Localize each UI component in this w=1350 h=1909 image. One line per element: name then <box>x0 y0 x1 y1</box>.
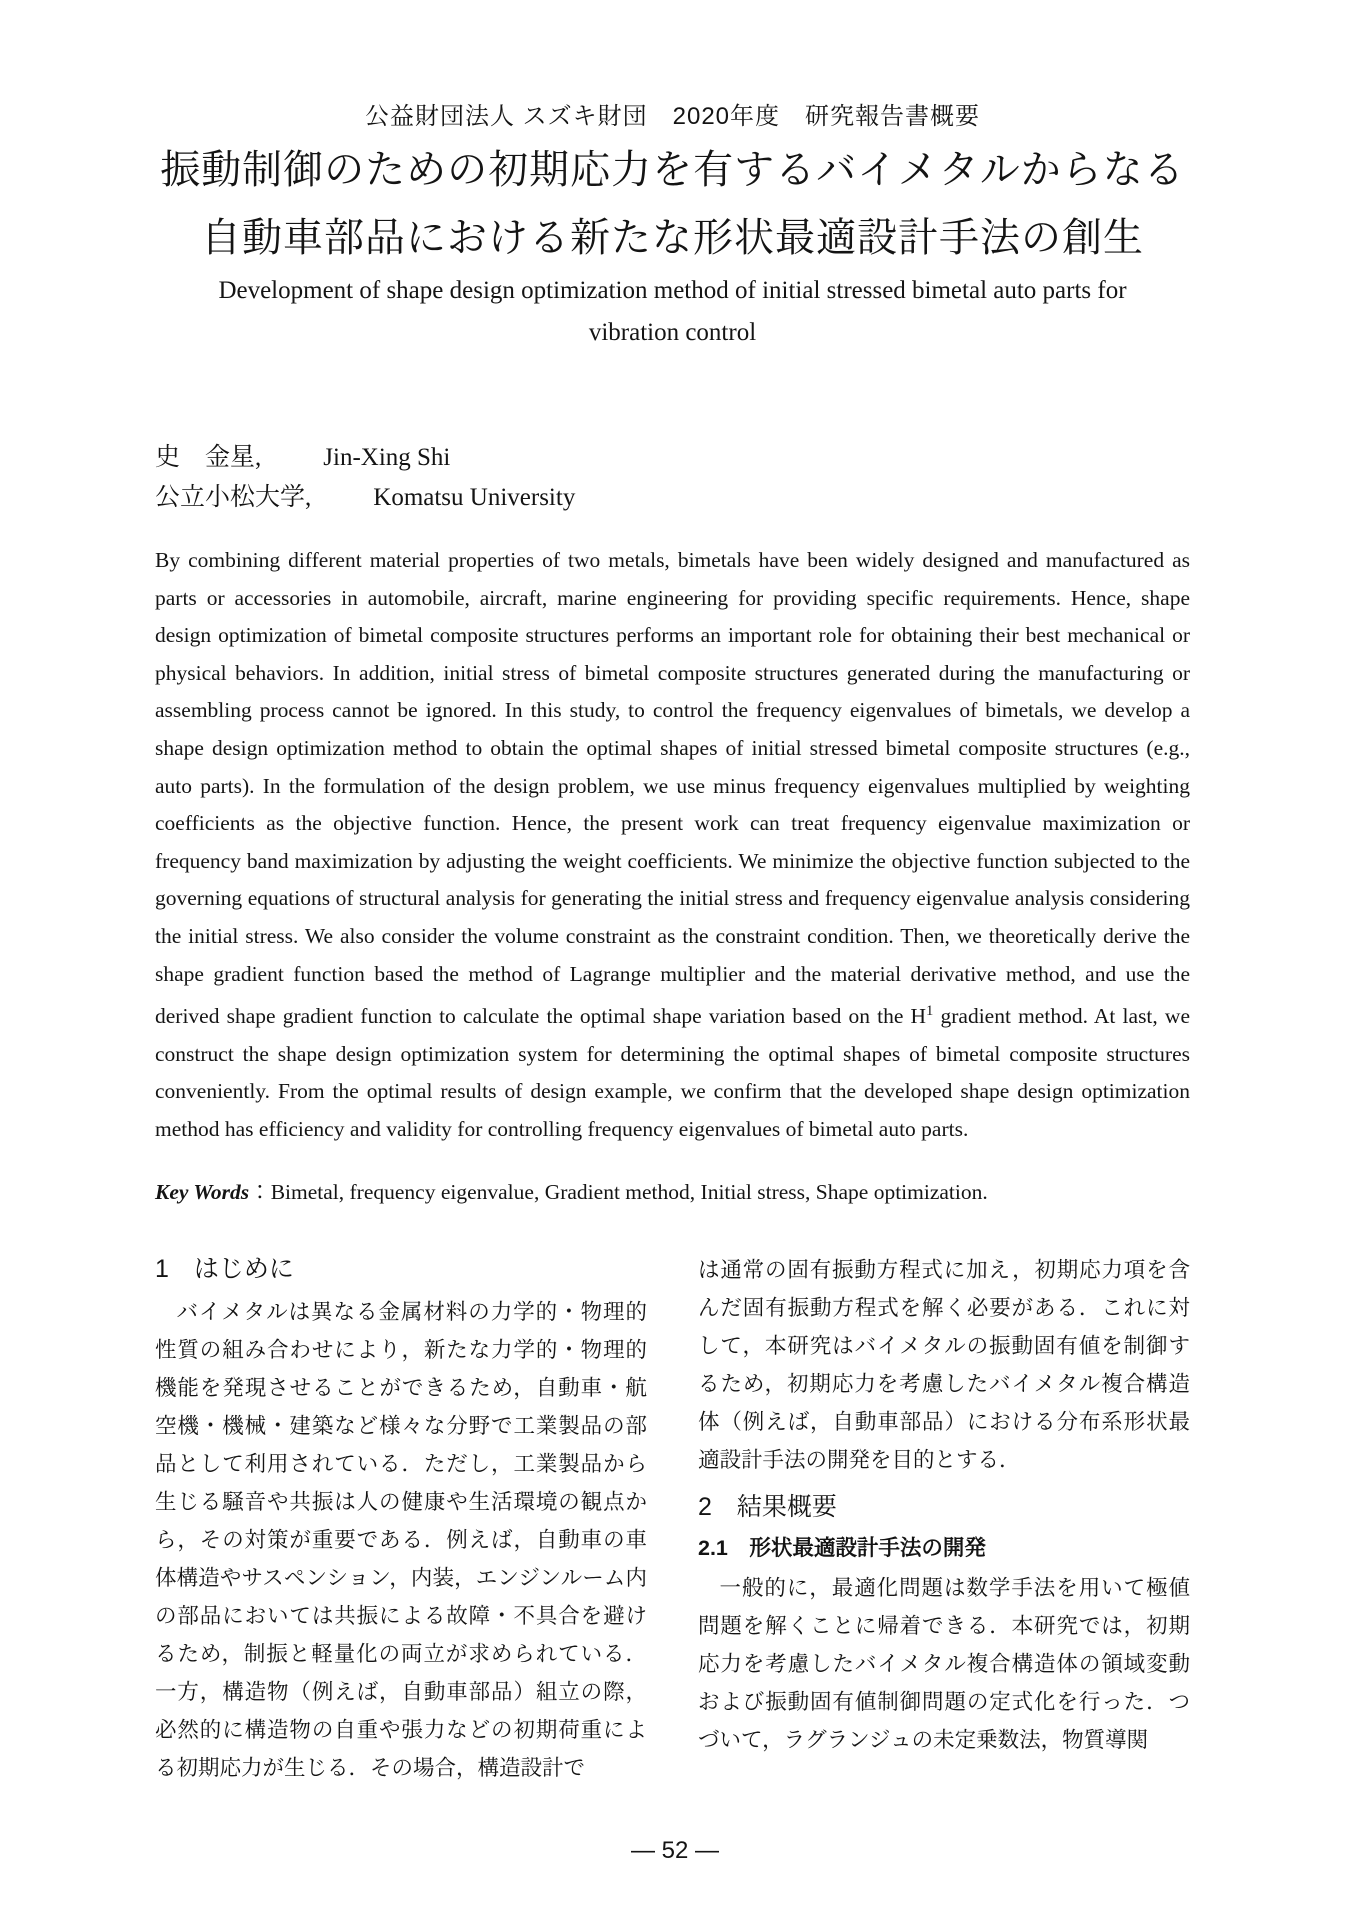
superscript-1: 1 <box>926 1003 934 1020</box>
abstract-text-part1: By combining different material properties of two metals, bimetals have been widely designed and manufactured as parts or accessories in automobile, aircraft, marine engineering for providing specific requirements. Hence, shape design optimization of bimetal composite structures performs an important role for obtaining their best mechanical or physical behaviors. In addition, initial stress of bimetal composite structures generated during the manufacturing or assembling process cannot be ignored. In this study, to control the frequency eigenvalues of bimetals, we develop a shape design optimization method to obtain the optimal shapes of initial stressed bimetal composite structures (e.g., auto parts). In the formulation of the design problem, we use minus frequency eigenvalues multiplied by weighting coefficients as the objective function. Hence, the present work can treat frequency eigenvalue maximization or frequency band maximization by adjusting the weight coefficients. We minimize the objective function subjected to the governing equations of structural analysis for generating the initial stress and frequency eigenvalue analysis considering the initial stress. We also consider the volume constraint as the constraint condition. Then, we theoretically derive the shape gradient function based the method of Lagrange multiplier and the material derivative method, and use the derived shape gradient function to calculate the optimal shape variation based on the H <box>155 548 1190 1029</box>
section-1-heading: 1 はじめに <box>155 1254 294 1283</box>
author-name-line <box>155 438 1190 478</box>
title-japanese-line2: 自動車部品における新たな形状最適設計手法の創生 <box>201 216 1144 260</box>
left-column <box>155 1251 647 1787</box>
keywords-separator: ： <box>249 1179 271 1204</box>
title-english-line1: Development of shape design optimization method of initial stressed bimetal auto parts for <box>218 277 1127 304</box>
section-2-heading: 2 結果概要 <box>698 1492 837 1521</box>
right-column <box>698 1251 1190 1787</box>
authors-block <box>155 438 1190 518</box>
section-1-body-left: バイメタルは異なる金属材料の力学的・物理的性質の組み合わせにより，新たな力学的・物理的機能を発現させることができるため，自動車・航空機・機械・建築など様々な分野で工業製品の部品として利用されている．ただし，工業製品から生じる騒音や共振は人の健康や生活環境の観点から，その対策が重要である．例えば，自動車の車体構造やサスペンション，内装，エンジンルーム内の部品においては共振による故障・不具合を避けるため，制振と軽量化の両立が求められている．一方，構造物（例えば，自動車部品）組立の際，必然的に構造物の自重や張力などの初期荷重による初期応力が生じる．その場合，構造設計で <box>155 1299 647 1780</box>
section-1-body-right: は通常の固有振動方程式に加え，初期応力項を含んだ固有振動方程式を解く必要がある．これに対して，本研究はバイメタルの振動固有値を制御するため，初期応力を考慮したバイメタル複合構造体（例えば，自動車部品）における分布系形状最適設計手法の開発を目的とする． <box>698 1257 1190 1472</box>
author-name-english: Jin-Xing Shi <box>323 444 451 471</box>
title-english-line2: vibration control <box>588 319 757 346</box>
document-header: 公益財団法人 スズキ財団 2020年度 研究報告書概要 <box>364 103 981 130</box>
section-2-body: 一般的に，最適化問題は数学手法を用いて極値問題を解くことに帰着できる．本研究では，初期応力を考慮したバイメタル複合構造体の領域変動および振動固有値制御問題の定式化を行った．つづいて，ラグランジュの未定乗数法，物質導関 <box>698 1575 1190 1752</box>
section-2-1-subheading: 2.1 形状最適設計手法の開発 <box>698 1535 986 1560</box>
author-name-japanese: 史 金星, <box>155 444 262 471</box>
keywords-text: Bimetal, frequency eigenvalue, Gradient method, Initial stress, Shape optimization. <box>270 1179 988 1204</box>
affiliation-japanese: 公立小松大学, <box>155 484 312 511</box>
author-affiliation-line <box>155 478 1190 518</box>
affiliation-english: Komatsu University <box>373 484 576 511</box>
abstract-text-part2: gradient method. At last, we construct the shape design optimization system for determining the optimal shapes of bimetal composite structures conveniently. From the optimal results of design example, we confirm that the developed shape design optimization method has efficiency and validity for controlling frequency eigenvalues of bimetal auto parts. <box>155 1004 1190 1142</box>
page-number: — 52 — <box>630 1837 720 1864</box>
two-column-body <box>155 1251 1190 1787</box>
abstract-paragraph <box>155 542 1190 1149</box>
keywords-label: Key Words <box>155 1179 250 1204</box>
title-japanese-line1: 振動制御のための初期応力を有するバイメタルからなる <box>160 148 1185 192</box>
keywords-line <box>155 1175 1190 1209</box>
